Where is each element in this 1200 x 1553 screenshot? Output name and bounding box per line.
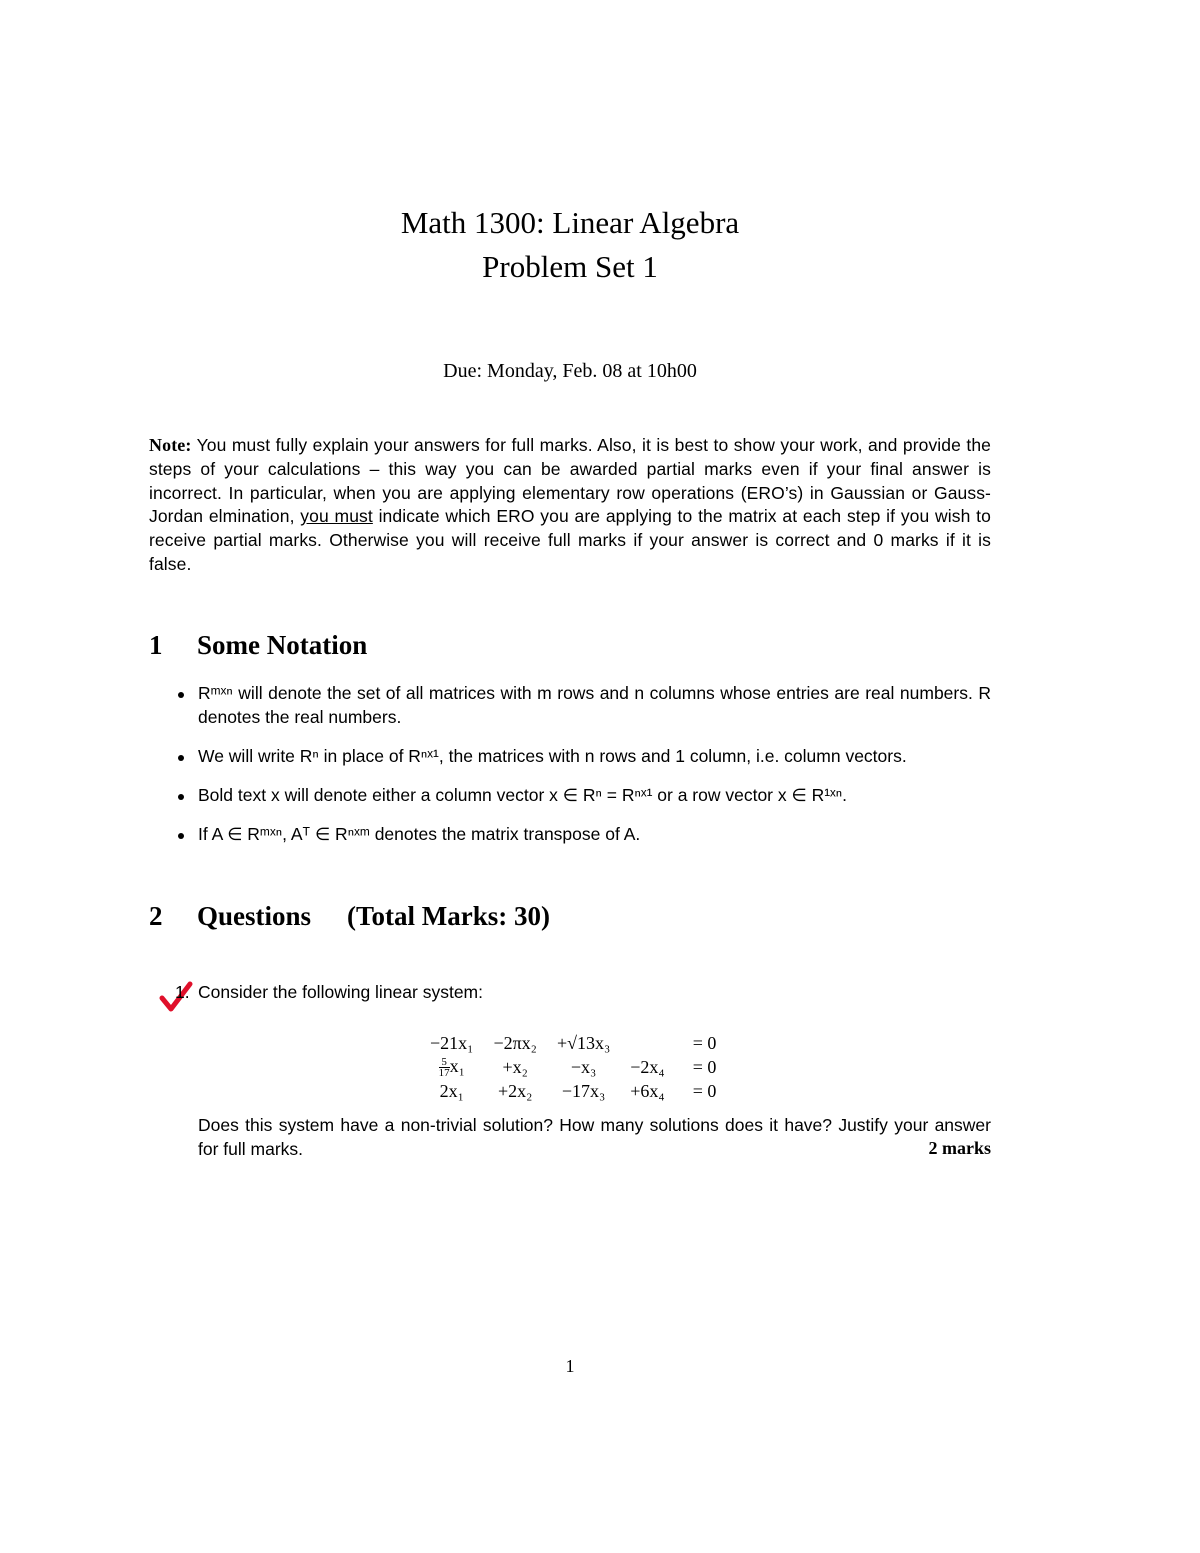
bullet-text: Bold text x will denote either a column vector x ∈ Rⁿ = Rⁿˣ¹ or a row vector x ∈ R¹ˣⁿ. [198, 785, 848, 805]
equation-term: +x₂ [502, 1056, 528, 1077]
section-2-number: 2 [149, 901, 163, 931]
equation-term: −2πx₂ [493, 1032, 537, 1053]
equation-rhs: = 0 [692, 1080, 717, 1101]
section-2-heading [149, 901, 550, 932]
equation-term: $\frac{5}{17}$ x₁ [438, 1055, 465, 1080]
equation-row [420, 1055, 726, 1079]
note-text-2: indicate which ERO you are applying to the matrix at each step if you wish to receive partial marks. Otherwise you will receive full marks if your answer is correct and 0 marks if it is false. [149, 506, 991, 574]
question-1-prompt: Consider the following linear system: [198, 982, 483, 1002]
document-title: Math 1300: Linear Algebra [400, 205, 740, 240]
linear-system [420, 1031, 726, 1103]
equation-term: +6x₄ [630, 1080, 665, 1101]
question-1-number: 1. [175, 982, 190, 1002]
section-1-number: 1 [149, 630, 163, 660]
bullet-icon [178, 692, 184, 698]
equation-term: −17x₃ [561, 1080, 606, 1101]
section-1-heading [149, 630, 367, 661]
section-1-title: Some Notation [197, 630, 368, 660]
due-date: Due: Monday, Feb. 08 at 10h00 [443, 360, 697, 382]
note-underlined: you must [300, 506, 373, 527]
equation-term [620, 1031, 674, 1055]
equation-row [420, 1031, 726, 1055]
bullet-icon [178, 794, 184, 800]
bullet-text: We will write Rⁿ in place of Rⁿˣ¹, the matrices with n rows and 1 column, i.e. column vectors. [198, 746, 907, 766]
note-paragraph [149, 434, 991, 577]
equation-term: +2x₂ [497, 1080, 533, 1101]
question-1-followup: Does this system have a non-trivial solution? How many solutions does it have? Justify your answer for full marks. [198, 1115, 991, 1159]
equation-term: −21x₁ [430, 1032, 474, 1053]
equation-term: −x₃ [570, 1056, 597, 1077]
fraction: $\frac{5}{17}$ [438, 1056, 450, 1080]
bullet-icon [178, 833, 184, 839]
equation-term: 2x₁ [439, 1080, 464, 1101]
document-subtitle: Problem Set 1 [482, 249, 658, 284]
equation-row [420, 1079, 726, 1103]
note-label: Note: [149, 435, 192, 455]
equation-rhs: = 0 [692, 1032, 717, 1053]
section-2-title: Questions [197, 901, 312, 931]
page-number: 1 [565, 1356, 575, 1376]
section-2-total-marks: (Total Marks: 30) [347, 901, 551, 931]
question-1-marks: 2 marks [928, 1138, 991, 1158]
equation-rhs: = 0 [692, 1056, 717, 1077]
equation-term: −2x₄ [630, 1056, 665, 1077]
bullet-text: Rᵐˣⁿ will denote the set of all matrices with m rows and n columns whose entries are real numbers. R denotes the real numbers. [198, 683, 991, 727]
bullet-text: If A ∈ Rᵐˣⁿ, Aᵀ ∈ Rⁿˣᵐ denotes the matrix transpose of A. [198, 824, 641, 844]
bullet-icon [178, 755, 184, 761]
note-text-1: You must fully explain your answers for full marks. Also, it is best to show your work, and provide the steps of your calculations – this way you can be awarded partial marks even if your final answer is incorrect. In particular, when you are applying elementary row operations (ERO’s) in Gaussian or Gauss-Jordan elmination, [149, 435, 991, 527]
equation-term: +√13x₃ [556, 1032, 611, 1053]
